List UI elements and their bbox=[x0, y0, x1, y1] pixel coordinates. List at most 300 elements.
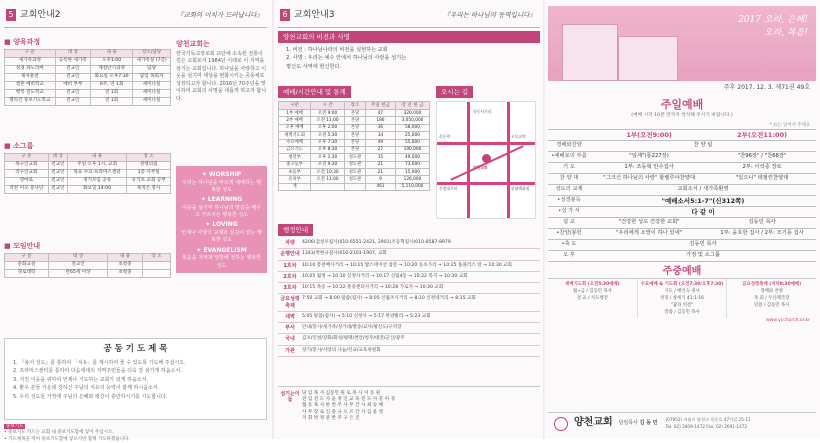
table-cell: 오전 5:30 bbox=[311, 132, 345, 139]
church-footer bbox=[548, 412, 816, 434]
table-cell: 새벽기도회 bbox=[279, 132, 311, 139]
admin-value: 1343(박현규집사)010-2103-1907, 교회 bbox=[302, 251, 387, 257]
service-item: •성 가 식 bbox=[548, 206, 590, 217]
table-cell: 초등부 bbox=[279, 169, 311, 176]
table-cell: 세미나실 bbox=[133, 97, 171, 105]
admin-label: 행정안내 bbox=[278, 224, 313, 236]
service-row bbox=[548, 206, 816, 217]
admin-key: 부서 bbox=[285, 325, 295, 332]
table-cell: 오전 11:00 bbox=[311, 117, 345, 124]
table-cell: 청년부 bbox=[279, 154, 311, 161]
service-title: 주일예배 bbox=[660, 97, 704, 111]
weekday-heading: 금요성령축제 (저녁8:30예배) bbox=[742, 282, 802, 288]
section-title: ■ 소그룹 bbox=[4, 142, 34, 150]
table-cell: 47 bbox=[365, 110, 395, 117]
table-row bbox=[5, 161, 171, 169]
slogan: 『우리는 하나님의 동역입니다』 bbox=[443, 11, 536, 19]
table-cell: 오전 11:00 bbox=[311, 176, 345, 183]
weekday-title: 주중예배 bbox=[662, 265, 702, 277]
service-row bbox=[548, 162, 816, 173]
table-cell: 목요 수요 프라미스센터 bbox=[67, 169, 126, 177]
admin-value: 장기/봉사/사랑의 나눔/선교/교육위원회 bbox=[302, 347, 381, 353]
table-cell: 등록한 새가족 bbox=[55, 57, 90, 65]
table-cell: 주일 오후 1시, 교회 bbox=[67, 161, 126, 169]
service-item: 성도의 교제 bbox=[548, 184, 590, 195]
table-cell: 결혼 예비학교 bbox=[5, 81, 56, 89]
weekday-line: 경배와 찬양 bbox=[760, 289, 783, 295]
table-cell bbox=[345, 183, 366, 190]
staff-label: 섬기는이들 bbox=[280, 391, 300, 404]
table-cell: 정기모임 공유 bbox=[67, 177, 126, 185]
table-row bbox=[279, 176, 430, 183]
issue-date: 주후 2017. 12. 3. 제71권 49호 bbox=[723, 84, 810, 91]
service-item: 경배와찬양 bbox=[548, 140, 590, 151]
staff-line: 협 동 목 사 한 번 주 사 무 간 사 최 승 혜 bbox=[302, 403, 384, 409]
table-cell: 예비 부부 bbox=[55, 81, 90, 89]
table-cell: 성령의집 bbox=[127, 161, 171, 169]
fold-line bbox=[543, 0, 546, 439]
weekday-column bbox=[548, 279, 638, 318]
service-value: 1부: 조동혁 안수집사 bbox=[590, 162, 708, 173]
table-cell: 오전 9:30 bbox=[311, 161, 345, 168]
service-value: 교회소식 / 새가족환영 bbox=[590, 184, 816, 195]
section-title: ■ 양육과정 bbox=[4, 38, 41, 46]
table-row bbox=[279, 139, 430, 146]
table-cell: 만65세 이상 bbox=[48, 269, 107, 277]
cover-slogan: 2017 오라, 은혜! 오라, 복음! bbox=[738, 15, 808, 38]
table-cell: 본당 bbox=[345, 132, 366, 139]
table-cell: 새가족과정 bbox=[5, 57, 56, 65]
table-cell: 320,000 bbox=[395, 110, 429, 117]
table-row bbox=[279, 161, 430, 168]
admin-key: 가관 bbox=[285, 347, 295, 354]
table-cell: 목구인교회 bbox=[5, 161, 49, 169]
table-row bbox=[5, 97, 171, 105]
service-row bbox=[548, 173, 816, 184]
column-header: 대 상 bbox=[55, 49, 90, 57]
service-value: 2부(오전11:00) bbox=[708, 129, 816, 140]
table-row bbox=[279, 132, 430, 139]
table-cell: 6주, 연 1회 bbox=[91, 81, 133, 89]
admin-key: 금요성령축제 bbox=[280, 296, 300, 309]
stats-table bbox=[278, 101, 430, 191]
column-header: 구 분 bbox=[5, 49, 56, 57]
admin-row bbox=[278, 261, 540, 272]
admin-value: 안내/봉사/새가족/성가대/방송/교사/평신도/구역장 bbox=[302, 325, 402, 331]
admin-row bbox=[278, 312, 540, 323]
table-cell: 헬리건 중보기도학교 bbox=[5, 97, 56, 105]
service-value: "예배소서5:1-7"(신312쪽) bbox=[590, 195, 816, 206]
table-cell: 수요예배 bbox=[279, 139, 311, 146]
table-cell: 1층 사무실 bbox=[127, 169, 171, 177]
admin-key: 운행안내 bbox=[280, 251, 300, 258]
table-cell: 전교인 bbox=[55, 65, 90, 73]
value-text: 언제나 사랑의 교제와 섬김이 있는 행복한 성도 bbox=[181, 230, 262, 244]
admin-value: 5:05 말씀(집사) → 5:10 신창사 → 5:17 한양빌라 → 5:23 교회 bbox=[302, 313, 431, 319]
table-row bbox=[5, 89, 171, 97]
table-cell: 본당 bbox=[345, 139, 366, 146]
vision-line: 1. 비전 : 하나님나라의 비전을 실현하는 교회 bbox=[286, 47, 388, 54]
table-cell: 190,000 bbox=[395, 146, 429, 153]
admin-key: 2호차 bbox=[283, 273, 297, 280]
service-item: 오 후 bbox=[548, 250, 590, 261]
footer-lines bbox=[4, 430, 267, 443]
church-name: 양천교회 bbox=[574, 417, 613, 429]
table-cell: 전교인 bbox=[48, 261, 107, 269]
table-cell: 오후 8:30 bbox=[311, 146, 345, 153]
table-cell: 오후 2:00 bbox=[311, 124, 345, 131]
table-row bbox=[279, 169, 430, 176]
value-heading: ✦ WORSHIP bbox=[201, 171, 242, 178]
weekday-line: 말씀 / 김동민 목사 bbox=[754, 303, 790, 309]
intro-text: 한국기독교장로회 교단에 소속된 전통이 깊은 교회로서 1984년 이래로 이 지역을 섬기는 교회입니다. 하나님을 사랑하고 이웃을 섬기며 세상을 변화시키는 공동체로 성장하고자 합니다. 2016년 70주년을 맞이하여 교회의 사명을 새롭게 하고자 합니다. bbox=[176, 50, 267, 102]
table-row bbox=[5, 65, 171, 73]
page-title: 교회안내3 bbox=[294, 10, 335, 20]
table-cell: 오전 10:30 bbox=[311, 169, 345, 176]
table-row bbox=[5, 57, 171, 65]
table-cell: 성도관 bbox=[345, 154, 366, 161]
admin-key: 국내 bbox=[285, 336, 295, 343]
meetings-section bbox=[4, 238, 171, 278]
table-cell bbox=[142, 269, 170, 277]
service-value: 가정 및 소그룹 bbox=[590, 250, 816, 261]
service-value: 1부: 윤호한 집사 / 2부: 조기동 집사 bbox=[708, 228, 816, 239]
table-cell: 34 bbox=[365, 132, 395, 139]
vision-line: 평신도 사역에 헌신한다. bbox=[286, 63, 342, 70]
admin-section bbox=[278, 224, 540, 357]
admin-value: 김포/인천/강화/화성/평택/천안/청주/대전/군산/광주 bbox=[302, 336, 405, 342]
panel-page6 bbox=[278, 6, 540, 434]
table-cell: 작구인교회 bbox=[5, 169, 49, 177]
staff-line: 지 휘 박 정 관 반 주 구 은 진 bbox=[302, 415, 360, 421]
admin-value: 10:05 월정 → 10:10 신정사거리 → 10:17 신림4동 → 10:22 복지 → 10:30 교회 bbox=[302, 273, 468, 279]
list-item: 3. 지친 이웃을 위하여 언제나 기도하는 교회가 되게 하옵소서. bbox=[13, 376, 148, 383]
table-cell: 작전 미모 봉사단 bbox=[5, 185, 49, 193]
list-item: 4. 환우 분들 가운데 강하신 주님의 치유의 능력이 함께 하시옵소서. bbox=[13, 385, 160, 392]
table-row bbox=[279, 117, 430, 124]
table-cell: 새가족실 (7층) bbox=[133, 57, 171, 65]
value-text: 이웃을 섬기며 하나님의 말씀을 배우고 가르치는 행복한 성도 bbox=[182, 204, 261, 219]
admin-value: 4206(검성우집사)010-6551-2421, 2901(조동혁집사)010-8587-8979 bbox=[302, 240, 451, 246]
table-cell: 2부 예배 bbox=[279, 117, 311, 124]
table-cell: 유치부 bbox=[279, 176, 311, 183]
panel-cover bbox=[548, 6, 816, 434]
service-item: •예배로의 부름 bbox=[548, 151, 590, 162]
section-title: ■ 모임안내 bbox=[4, 242, 41, 250]
table-cell: 73,000 bbox=[395, 161, 429, 168]
panel-header bbox=[4, 6, 267, 28]
table-cell: 21 bbox=[365, 161, 395, 168]
table-cell: 9 bbox=[365, 176, 395, 183]
table-row bbox=[279, 110, 430, 117]
table-cell: 5,110,000 bbox=[395, 183, 429, 190]
pastor-label: 담임목사 김 동 민 bbox=[618, 420, 658, 427]
column-header: 대 상 bbox=[48, 153, 67, 161]
column-header: 내 용 bbox=[67, 153, 126, 161]
service-value: 2부: 이석종 장로 bbox=[708, 162, 816, 173]
weekday-services bbox=[548, 278, 816, 318]
table-cell: 계절단기과정 bbox=[91, 65, 133, 73]
intro-title: 양천교회는 bbox=[176, 40, 210, 48]
table-cell: 전교인 bbox=[55, 97, 90, 105]
table-cell: 전교인 bbox=[55, 89, 90, 97]
table-cell bbox=[142, 261, 170, 269]
training-section bbox=[4, 34, 171, 106]
table-cell: 경로대학 bbox=[5, 269, 49, 277]
table-row bbox=[5, 261, 171, 269]
table-cell: 전교인 bbox=[48, 185, 67, 193]
service-item: •축 도 bbox=[548, 239, 590, 250]
value-text: 우리는 하나님을 바르게 예배하는 행복한 성도 bbox=[182, 179, 261, 193]
footer-line: • 기도제목을 적어 중보기도함에 넣으시면 함께 기도하겠습니다. bbox=[4, 436, 130, 442]
map-label: 목동사거리 bbox=[473, 109, 492, 115]
table-cell: 전교인 bbox=[48, 177, 67, 185]
footer-note bbox=[4, 424, 267, 443]
column-header: 내 용 bbox=[91, 49, 133, 57]
table-cell: 본당 bbox=[345, 146, 366, 153]
table-cell: 유기초 교회 공부 bbox=[127, 177, 171, 185]
table-cell: 49 bbox=[365, 139, 395, 146]
value-heading: ✦ LOVING bbox=[205, 221, 238, 229]
table-cell: 초청중 bbox=[108, 269, 143, 277]
column-header: 구 분 bbox=[5, 253, 49, 261]
service-item: 찬 양 대 bbox=[548, 173, 590, 184]
service-subtitle: (예배 시작 10분 전까지 착석해 주시기 바랍니다.) bbox=[631, 113, 733, 119]
notice-title: 공 동 기 도 제 목 bbox=[103, 344, 168, 354]
church-building-image bbox=[562, 24, 618, 81]
service-value: "건강한 성도 건강한 교회" bbox=[590, 217, 708, 228]
staff-line: 사 무 장 로 신 종 규 오 르 간 사 김 윤 영 bbox=[302, 409, 384, 415]
admin-row bbox=[278, 294, 540, 312]
vision-line: 2. 사명 : 우리는 예수 안에서 하나님의 사랑을 섬기는 bbox=[286, 55, 407, 62]
column-header: 구 분 bbox=[5, 153, 49, 161]
table-row bbox=[5, 177, 171, 185]
table-cell: 초청중 bbox=[108, 261, 143, 269]
map-label-church: 양천교회 bbox=[473, 165, 488, 171]
website: www.ycchurch.or.kr bbox=[766, 318, 810, 324]
table-cell: 25,000 bbox=[395, 132, 429, 139]
table-cell: 본당 bbox=[345, 110, 366, 117]
table-row bbox=[279, 124, 430, 131]
table-cell: 성도관 bbox=[345, 176, 366, 183]
table-cell bbox=[311, 183, 345, 190]
stats-section bbox=[278, 86, 430, 191]
service-row bbox=[548, 228, 816, 239]
staff-section bbox=[278, 386, 540, 424]
table-cell: 세미나실 bbox=[133, 81, 171, 89]
footer-line: • 중보기도 카드는 교회 내 중보기도함에 넣어 주십시오. bbox=[4, 430, 114, 436]
admin-row bbox=[278, 334, 540, 345]
service-row bbox=[548, 140, 816, 151]
vision-label: 양천교회의 비전과 사명 bbox=[278, 31, 540, 43]
admin-row bbox=[278, 346, 540, 357]
service-row bbox=[548, 217, 816, 228]
page-title: 교회안내2 bbox=[20, 10, 61, 20]
panel-page5 bbox=[4, 6, 267, 442]
smallgroup-section bbox=[4, 138, 171, 194]
service-item: •찬양/봉헌 bbox=[548, 228, 590, 239]
service-value: 찬 양 팀 bbox=[590, 140, 816, 151]
admin-row bbox=[278, 272, 540, 283]
table-cell: 성경 파노라마 bbox=[5, 65, 56, 73]
column-header: 장 년 현 금 bbox=[395, 102, 429, 110]
table-row bbox=[5, 185, 171, 193]
weekday-line: 목 회 / 두산페국장 bbox=[754, 296, 790, 302]
service-value: "있으니" 테필린찬양대 bbox=[708, 173, 816, 184]
table-cell: 본당 bbox=[345, 124, 366, 131]
church-logo-icon bbox=[554, 417, 568, 431]
table-cell: 36 bbox=[365, 124, 395, 131]
page-number: 5 bbox=[6, 9, 16, 21]
table-cell: 15,000 bbox=[395, 169, 429, 176]
core-values-box bbox=[176, 166, 267, 273]
admin-key: 3호차 bbox=[283, 285, 297, 292]
column-header: 장소/담당 bbox=[133, 49, 171, 57]
map-label: 현대백화점 bbox=[511, 186, 530, 192]
page-number: 6 bbox=[280, 9, 290, 21]
table-cell: 담임 목회자 bbox=[133, 73, 171, 81]
map-section bbox=[436, 86, 540, 219]
service-row bbox=[548, 184, 816, 195]
admin-value: 7:50 교회 → 8:00 말씀(집사) → 8:05 신월조사거리 → 8:10 신정네거리 → 8:15 교회 bbox=[302, 296, 476, 302]
service-row bbox=[548, 195, 816, 206]
footer-tag: 중보기도 bbox=[6, 424, 24, 429]
service-row bbox=[548, 151, 816, 162]
staff-line: 당 임 목 사 김동민 원 로 목 사 이 동 원 bbox=[302, 391, 381, 396]
table-row bbox=[279, 154, 430, 161]
column-header: 시 간 bbox=[311, 102, 345, 110]
table-cell: 목적은 봉사 bbox=[127, 185, 171, 193]
table-row bbox=[5, 269, 171, 277]
service-row bbox=[548, 129, 816, 140]
admin-value: 10:15 목동 → 10:22 통증센터사거리 → 10:28 가로지 → 10:30 교회 bbox=[302, 285, 444, 291]
admin-row bbox=[278, 249, 540, 260]
column-header: 내 용 bbox=[108, 253, 143, 261]
weekday-line: 말씀 / 김동민 목사 bbox=[664, 310, 700, 316]
table-cell: 영마로 bbox=[5, 177, 49, 185]
admin-list bbox=[278, 238, 540, 357]
table-cell: 중고등부 bbox=[279, 161, 311, 168]
admin-row bbox=[278, 323, 540, 334]
directions-map bbox=[436, 101, 536, 219]
service-value: 1부(오전9:00) bbox=[590, 129, 708, 140]
table-cell: 제자훈련 bbox=[5, 73, 56, 81]
column-header: 장 소 bbox=[127, 153, 171, 161]
admin-value: 10:10 봉천배사거리 → 10:15 밥스테이션 참문 → 10:20 동초가리 → 10:25 홈플러스 앞 → 10:30 교회 bbox=[302, 262, 512, 268]
church-address: (07952) 서울시 양천구 목동로 47가길 25-11 Tel. 02) 2609-1472 Fax. 02) 2691-1472 bbox=[665, 417, 751, 429]
table-cell: 성도관 bbox=[345, 161, 366, 168]
value-heading: ✦ EVANGELISM bbox=[196, 246, 247, 254]
admin-key: 차량 bbox=[285, 240, 295, 247]
smallgroup-table bbox=[4, 153, 171, 194]
table-cell: 186 bbox=[365, 117, 395, 124]
service-item: 기 도 bbox=[548, 162, 590, 173]
weekday-line: 성경 / 창세기 41:1-16 bbox=[660, 296, 704, 302]
map-label: 목동역 bbox=[439, 134, 451, 140]
cover-banner bbox=[548, 6, 816, 81]
stats-label: 예배/시간안내 및 통계 bbox=[278, 86, 351, 98]
table-cell: 연 1회 bbox=[91, 89, 133, 97]
column-header: 주일 헌금 bbox=[365, 102, 395, 110]
service-value: 다 같 이 bbox=[590, 206, 816, 217]
table-cell: 행복 전도학교 bbox=[5, 89, 56, 97]
service-value: 김동민 목사 bbox=[590, 239, 816, 250]
table-cell: 55,000 bbox=[395, 139, 429, 146]
map-label: 오시는 길 bbox=[436, 86, 473, 98]
admin-key: 1호차 bbox=[283, 262, 297, 269]
service-item: 설 교 bbox=[548, 217, 590, 228]
list-item: 5. 우리 성도들 가정에 주님의 은혜와 평강이 충만하시기를 기도합니다. bbox=[13, 393, 168, 400]
table-cell: 461 bbox=[365, 183, 395, 190]
table-cell: 3,050,000 bbox=[395, 117, 429, 124]
list-item: 2. 프라미스센터를 통하여 다음세대의 지역주민들을 더욱 잘 섬기게 하옵소서. bbox=[13, 368, 182, 375]
weekday-heading: 새벽기도회 (오전5:30예배) bbox=[565, 282, 620, 288]
column-header: 구분 bbox=[279, 102, 311, 110]
training-table bbox=[4, 49, 171, 106]
table-cell: 전교인 bbox=[48, 169, 67, 177]
weekday-line: "꿈과 비전" bbox=[670, 303, 694, 309]
table-cell: 21 bbox=[365, 169, 395, 176]
admin-row bbox=[278, 283, 540, 294]
column-header: 대 상 bbox=[48, 253, 107, 261]
map-label: 오목교역 bbox=[511, 134, 526, 140]
fold-line bbox=[272, 0, 275, 439]
vision-section bbox=[278, 31, 540, 74]
table-cell: 49,000 bbox=[395, 154, 429, 161]
table-cell: 15 bbox=[365, 154, 395, 161]
table-cell: 세미나실 bbox=[133, 89, 171, 97]
column-header: 장소 bbox=[345, 102, 366, 110]
service-item bbox=[548, 129, 590, 140]
vision-text bbox=[278, 43, 540, 74]
admin-key: 새벽 bbox=[285, 313, 295, 320]
weekday-heading: 수요예배 & 기도회 (오전7:30/오후7:30) bbox=[640, 282, 724, 288]
table-cell: 58,000 bbox=[395, 124, 429, 131]
table-row bbox=[279, 183, 430, 190]
table-cell: 오후 1:30 bbox=[311, 154, 345, 161]
weekday-column bbox=[727, 279, 816, 318]
table-row bbox=[5, 81, 171, 89]
weekday-line: 월~금 / 김동민 목사 bbox=[572, 289, 612, 295]
meetings-table bbox=[4, 253, 171, 278]
church-building-image bbox=[618, 36, 678, 81]
table-cell: 1부 예배 bbox=[279, 110, 311, 117]
notice-list bbox=[5, 359, 266, 402]
table-cell: 계 bbox=[279, 183, 311, 190]
table-cell: 27 bbox=[365, 146, 395, 153]
service-value: "우리에게 소망이 하나 있네" bbox=[590, 228, 708, 239]
weekday-line: 기도 / 배인숙 권사 bbox=[664, 289, 700, 295]
prayer-notice bbox=[4, 338, 267, 420]
table-cell: 오후1:00 bbox=[91, 57, 133, 65]
table-cell: 126,000 bbox=[395, 176, 429, 183]
table-cell: 금요기도 bbox=[279, 146, 311, 153]
table-cell: 전교인 bbox=[48, 161, 67, 169]
service-row bbox=[548, 239, 816, 250]
service-value: "찬96장" / "찬68장" bbox=[708, 151, 816, 162]
slogan: 『교회의 이치가 드러납니다』 bbox=[176, 11, 263, 19]
column-header: 장 소 bbox=[142, 253, 170, 261]
table-cell: 화요일 오후7:30 bbox=[91, 73, 133, 81]
weekday-line: 설 교 / 사도행전 bbox=[576, 296, 608, 302]
staff-list bbox=[302, 391, 540, 422]
value-heading: ✦ LEARNING bbox=[200, 196, 243, 204]
service-value: "그크신 하나님의 사랑" 할렐루야찬양대 bbox=[590, 173, 708, 184]
staff-line: 전 임 전 도 사 윤 정 인 교 육 전 도 사 강 미 경 bbox=[302, 397, 395, 403]
table-cell: 오후 예배 bbox=[279, 124, 311, 131]
value-text: 복음을 지역과 열방에 전하는 행복한 성도 bbox=[182, 255, 261, 269]
admin-row bbox=[278, 238, 540, 249]
